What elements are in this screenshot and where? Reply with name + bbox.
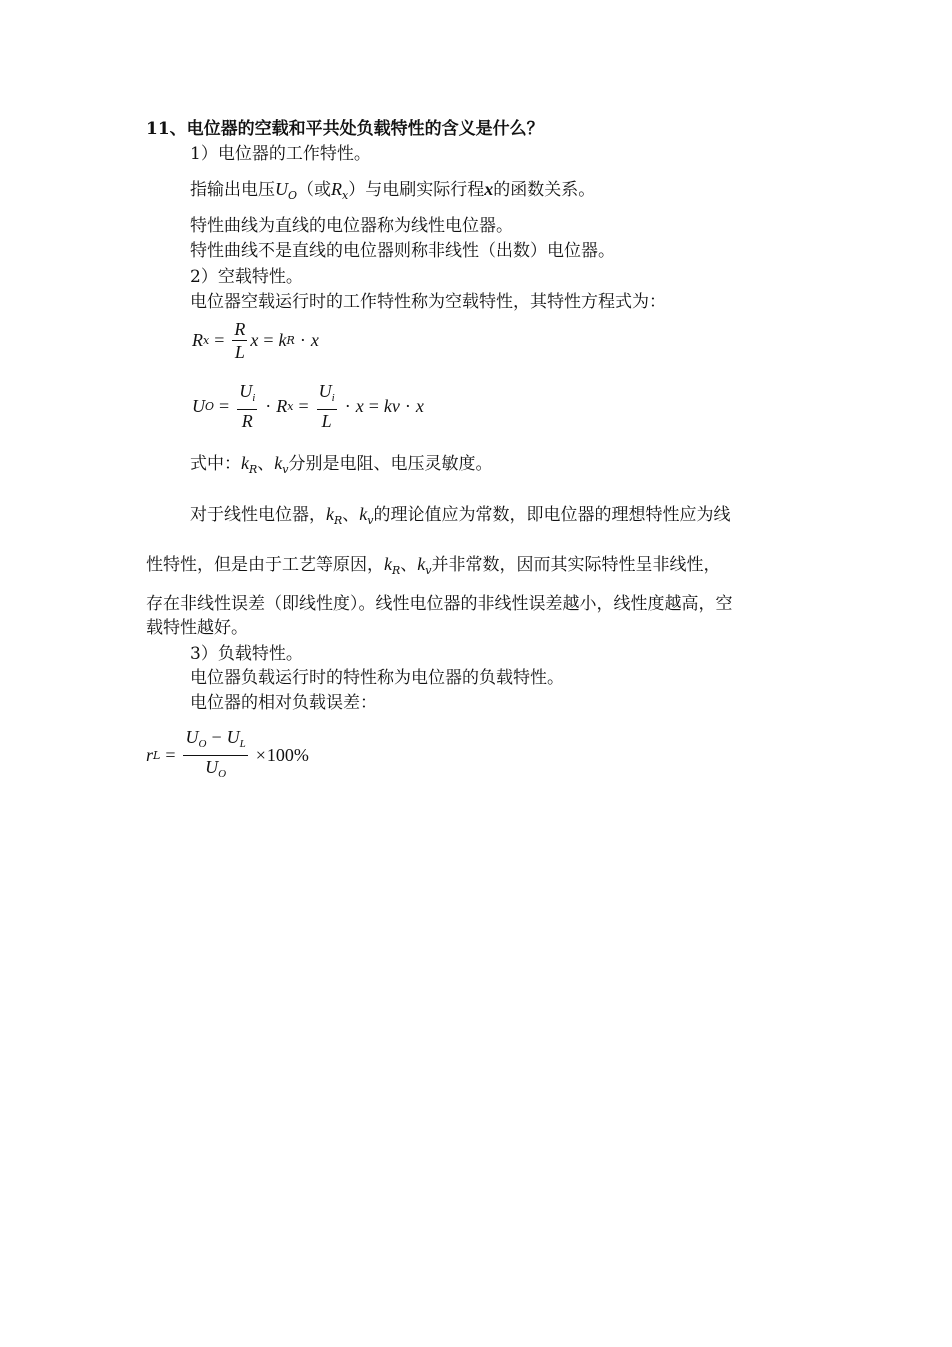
numerator: R [234,319,246,339]
equals: = [214,330,225,350]
paragraph-line-4: 载特性越好。 [146,618,248,638]
symbol-R: R [192,330,203,350]
text: 性特性，但是由于工艺等原因， [146,555,384,575]
denominator: R [241,411,253,431]
fraction-error [183,726,247,785]
subscript-x: x [287,399,294,413]
dot-operator: · [265,395,272,416]
symbol-k: k [326,504,334,524]
section-3-title: 3）负载特性。 [190,644,303,664]
symbol-k: k [274,453,283,473]
equals: = [368,395,379,416]
section-3-line-2: 电位器的相对负载误差： [190,693,377,713]
separator: 、 [342,505,360,525]
dot-operator: · [299,330,306,350]
paragraph-line-2 [146,553,721,582]
symbol-x: x [250,330,259,350]
symbol-k: k [384,554,392,574]
numerator [183,726,247,756]
equals: = [219,395,230,416]
denominator [183,756,247,785]
section-1-line-3: 特性曲线不是直线的电位器则称非线性（出数）电位器。 [190,241,615,261]
symbol-k: k [359,504,368,524]
denominator: L [234,342,245,362]
symbol-U: U [239,381,253,401]
symbol-U: U [185,727,199,747]
symbol-kv: kv [383,395,400,416]
minus: − [211,727,222,747]
text: 式中： [190,454,241,474]
subscript-R: R [392,564,401,577]
text: 对于线性电位器， [190,505,326,525]
subscript-R: R [334,514,343,527]
subscript-O: O [205,399,215,413]
text: 分别是电阻、电压灵敏度。 [288,454,493,474]
symbol-k: k [417,554,426,574]
section-2-title: 2）空载特性。 [190,267,303,287]
fraction-Ui-over-R [237,380,257,432]
symbol-U: U [192,395,205,416]
symbol-k: k [241,453,249,473]
symbol-x: x [415,395,424,416]
subscript-L: L [153,749,161,762]
separator: 、 [257,454,275,474]
percent-value: 100% [266,745,309,765]
dot-operator: · [404,395,411,416]
section-1-title: 1）电位器的工作特性。 [190,144,371,164]
symbol-U: U [275,179,288,199]
symbol-U: U [205,757,219,777]
where-clause [190,452,493,481]
text: 的函数关系。 [493,180,596,200]
symbol-x: x [484,179,494,199]
subscript-v: v [425,564,432,577]
paragraph-line-3: 存在非线性误差（即线性度）。线性电位器的非线性误差越小，线性度越高，空 [146,594,733,614]
subscript-x: x [203,334,210,347]
equals: = [263,330,274,350]
subscript-R: R [286,334,295,347]
numerator [237,380,257,410]
dot-operator: · [344,395,351,416]
text: ）与电刷实际行程 [348,180,485,200]
equation-load-error [146,726,309,785]
text: 指输出电压 [190,180,275,200]
symbol-R: R [331,179,343,199]
subscript-i: i [252,392,256,404]
equals: = [165,745,176,765]
subscript-R: R [249,463,258,476]
text: （或 [297,180,332,200]
numerator [317,380,337,410]
symbol-x: x [355,395,364,416]
symbol-k: k [278,330,287,350]
equation-resistance [192,318,319,363]
subscript-v: v [367,514,374,527]
paragraph-line-1 [190,503,731,532]
fraction-Ui-over-L [317,380,337,432]
symbol-U: U [318,381,332,401]
equation-voltage [192,380,424,432]
times-operator: × [255,745,266,765]
equals: = [298,395,309,416]
symbol-x: x [310,330,319,350]
section-1-line-2: 特性曲线为直线的电位器称为线性电位器。 [190,216,513,236]
fraction-R-over-L [232,318,247,363]
question-heading: 11、电位器的空载和平共处负载特性的含义是什么？ [146,119,544,139]
denominator: L [321,411,332,431]
subscript-O: O [198,738,207,750]
section-3-line-1: 电位器负载运行时的特性称为电位器的负载特性。 [190,668,564,688]
symbol-R: R [276,395,288,416]
subscript-x: x [342,189,349,202]
symbol-U: U [226,727,240,747]
subscript-O: O [288,189,298,202]
section-1-definition [190,178,595,207]
subscript-L: L [239,738,246,750]
separator: 、 [400,555,418,575]
subscript-v: v [282,463,289,476]
symbol-r: r [146,745,154,765]
text: 的理论值应为常数，即电位器的理想特性应为线 [373,505,731,525]
text: 并非常数，因而其实际特性呈非线性， [431,555,721,575]
subscript-i: i [331,392,335,404]
section-2-line-1: 电位器空载运行时的工作特性称为空载特性，其特性方程式为： [190,292,666,312]
subscript-O: O [218,768,227,780]
